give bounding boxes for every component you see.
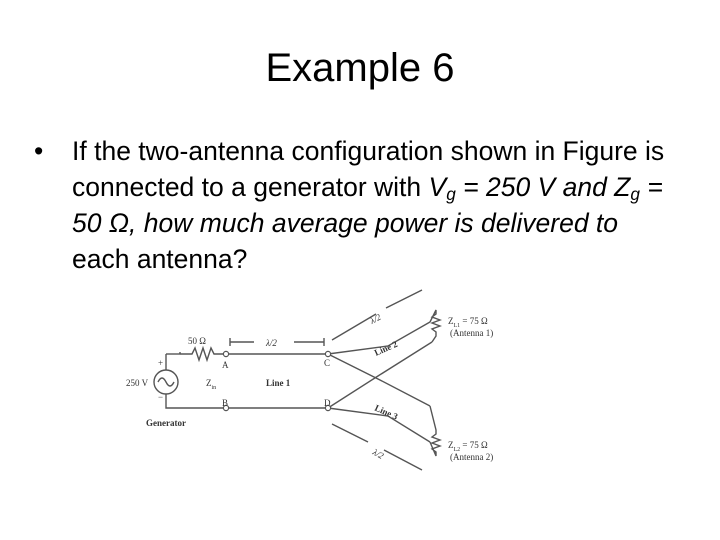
circuit-figure — [118, 284, 508, 474]
text-subscript: g — [446, 184, 456, 204]
line3-label: Line 3 — [373, 402, 400, 422]
node-a-label: A — [222, 360, 229, 370]
terminal-c-icon — [325, 351, 330, 356]
antenna2-load-icon — [430, 406, 440, 456]
lambda-label: λ/2 — [371, 446, 386, 461]
zin-label — [206, 378, 216, 391]
antenna1-load-icon — [430, 310, 440, 342]
text-segment: V — [428, 172, 447, 202]
zl1-subscript: L1 — [453, 323, 461, 329]
antenna1-label: (Antenna 1) — [450, 328, 494, 338]
dimension-line — [384, 450, 422, 470]
resistor-label: 50 Ω — [188, 336, 206, 346]
plus-label: + — [158, 358, 164, 368]
zin-text: Z — [206, 378, 212, 388]
text-subscript: g — [630, 184, 640, 204]
terminal-a-icon — [223, 351, 228, 356]
zl1-text: Z — [448, 316, 454, 326]
generator-label: Generator — [146, 418, 186, 428]
question-text — [72, 133, 674, 277]
zl1-value: = 75 Ω — [460, 316, 488, 326]
zl2-subscript: L2 — [453, 447, 461, 453]
dimension-line — [332, 424, 368, 442]
wire — [166, 394, 229, 408]
antenna2-label: (Antenna 2) — [450, 452, 494, 462]
lambda-label: λ/2 — [368, 311, 383, 326]
text-segment: each antenna? — [72, 244, 248, 274]
node-b-label: B — [222, 398, 229, 408]
lambda-label: λ/2 — [266, 338, 277, 348]
bullet-item — [34, 133, 674, 277]
resistor-50-icon — [180, 348, 226, 360]
node-d-label: D — [324, 398, 331, 408]
source-voltage-label: 250 V — [126, 378, 149, 388]
text-segment: If the two-antenna configuration shown in Figure is connected to a generator with — [72, 136, 665, 202]
zl2-value: = 75 Ω — [460, 440, 488, 450]
line1-label: Line 1 — [266, 378, 291, 388]
slide-title: Example 6 — [265, 46, 455, 90]
zl2-text: Z — [448, 440, 454, 450]
text-segment: = 50 Ω, how much average power is delivered to — [72, 172, 663, 238]
minus-label: − — [158, 392, 164, 402]
dimension-line — [386, 290, 422, 308]
line2-label: Line 2 — [372, 338, 399, 358]
text-segment: = 250 V and Z — [455, 172, 631, 202]
sine-icon — [158, 378, 174, 386]
node-c-label: C — [324, 358, 331, 368]
bullet-icon: • — [34, 136, 44, 166]
zin-subscript: in — [211, 385, 217, 391]
